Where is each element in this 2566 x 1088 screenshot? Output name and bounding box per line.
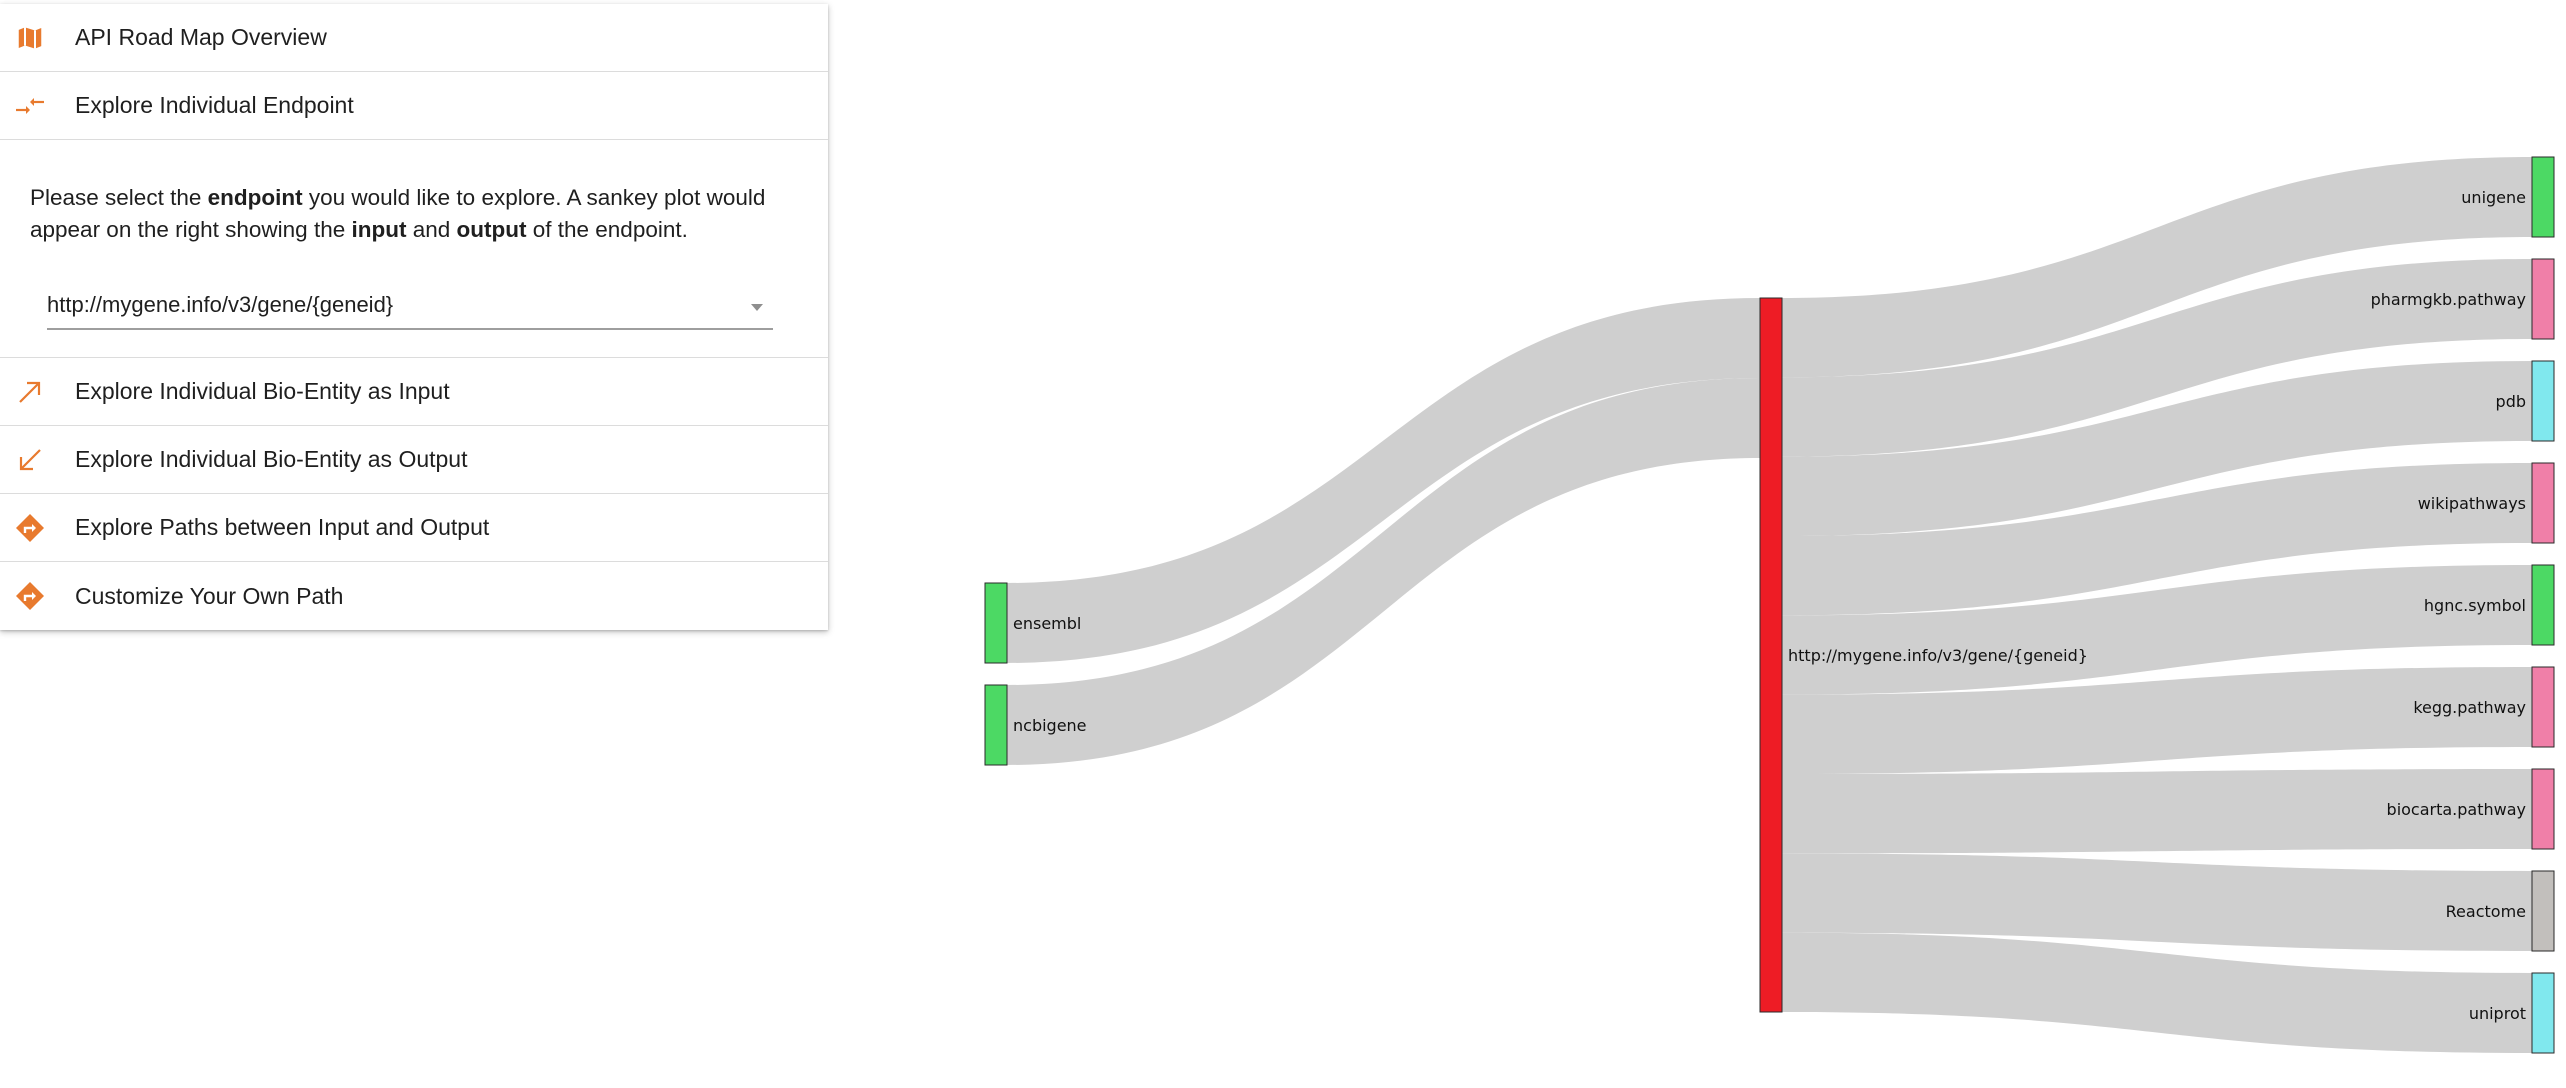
sankey-label-ensembl: ensembl [1013,614,1082,633]
dropdown-arrow-icon [751,304,763,311]
instructions-part: Please select the [30,185,208,210]
sankey-link-ncbigene[interactable] [1007,378,1760,765]
sankey-node-biocarta-pathway[interactable] [2532,769,2554,849]
instructions-bold-endpoint: endpoint [207,185,303,210]
sankey-label-pharmgkb-pathway: pharmgkb.pathway [2370,290,2526,309]
menu-item-bio-entity-input[interactable] [0,358,828,426]
sankey-node-pdb[interactable] [2532,361,2554,441]
directions-icon [12,578,48,614]
menu-item-label: API Road Map Overview [75,24,327,50]
endpoint-select[interactable] [47,286,773,330]
arrow-up-right-icon [12,374,48,410]
menu-item-explore-endpoint[interactable] [0,72,828,140]
instructions-part: you would like to explore. A sankey plot would appear on the right showing the [30,185,766,242]
menu-item-label: Customize Your Own Path [75,582,344,609]
sankey-node-unigene[interactable] [2532,157,2554,237]
sankey-label-kegg-pathway: kegg.pathway [2413,698,2526,717]
menu-item-label: Explore Individual Bio-Entity as Output [75,446,468,472]
menu-item-customize-path[interactable] [0,562,828,630]
menu-item-label: Explore Individual Bio-Entity as Input [75,378,450,404]
menu-item-road-map-overview[interactable] [0,4,828,72]
sankey-label-uniprot: uniprot [2468,1004,2526,1023]
instructions-bold-output: output [456,217,527,242]
sankey-node-uniprot[interactable] [2532,973,2554,1053]
directions-icon [12,510,48,546]
menu-item-label: Explore Individual Endpoint [75,92,354,118]
sankey-node-wikipathways[interactable] [2532,463,2554,543]
sankey-label-hgnc-symbol: hgnc.symbol [2423,596,2526,615]
sankey-node-kegg-pathway[interactable] [2532,667,2554,747]
sankey-label-biocarta-pathway: biocarta.pathway [2386,800,2526,819]
sankey-label-ncbigene: ncbigene [1013,716,1087,735]
sankey-node-reactome[interactable] [2532,871,2554,951]
map-icon [12,20,48,56]
sankey-label-pdb: pdb [2495,392,2526,411]
endpoint-panel [0,140,828,358]
menu-item-explore-paths[interactable] [0,494,828,562]
instructions-text [30,182,800,246]
sankey-node-pharmgkb-pathway[interactable] [2532,259,2554,339]
instructions-bold-input: input [351,217,407,242]
sankey-label-wikipathways: wikipathways [2417,494,2526,513]
arrow-down-left-icon [12,442,48,478]
sankey-node-ensembl[interactable] [985,583,1007,663]
sankey-link-uniprot[interactable] [1782,933,2532,1053]
navigation-menu [0,4,828,630]
sankey-label-unigene: unigene [2461,188,2526,207]
endpoint-select-value: http://mygene.info/v3/gene/{geneid} [47,292,394,317]
menu-item-bio-entity-output[interactable] [0,426,828,494]
sankey-label-reactome: Reactome [2445,902,2526,921]
sankey-node-ncbigene[interactable] [985,685,1007,765]
compare-arrows-icon [12,88,48,124]
menu-item-label: Explore Paths between Input and Output [75,514,490,540]
instructions-part: and [406,217,457,242]
sankey-node-hgnc-symbol[interactable] [2532,565,2554,645]
instructions-part: of the endpoint. [526,217,688,242]
sankey-label-center-endpoint: http://mygene.info/v3/gene/{geneid} [1788,646,2088,665]
sankey-node-center-endpoint[interactable] [1760,298,1782,1012]
